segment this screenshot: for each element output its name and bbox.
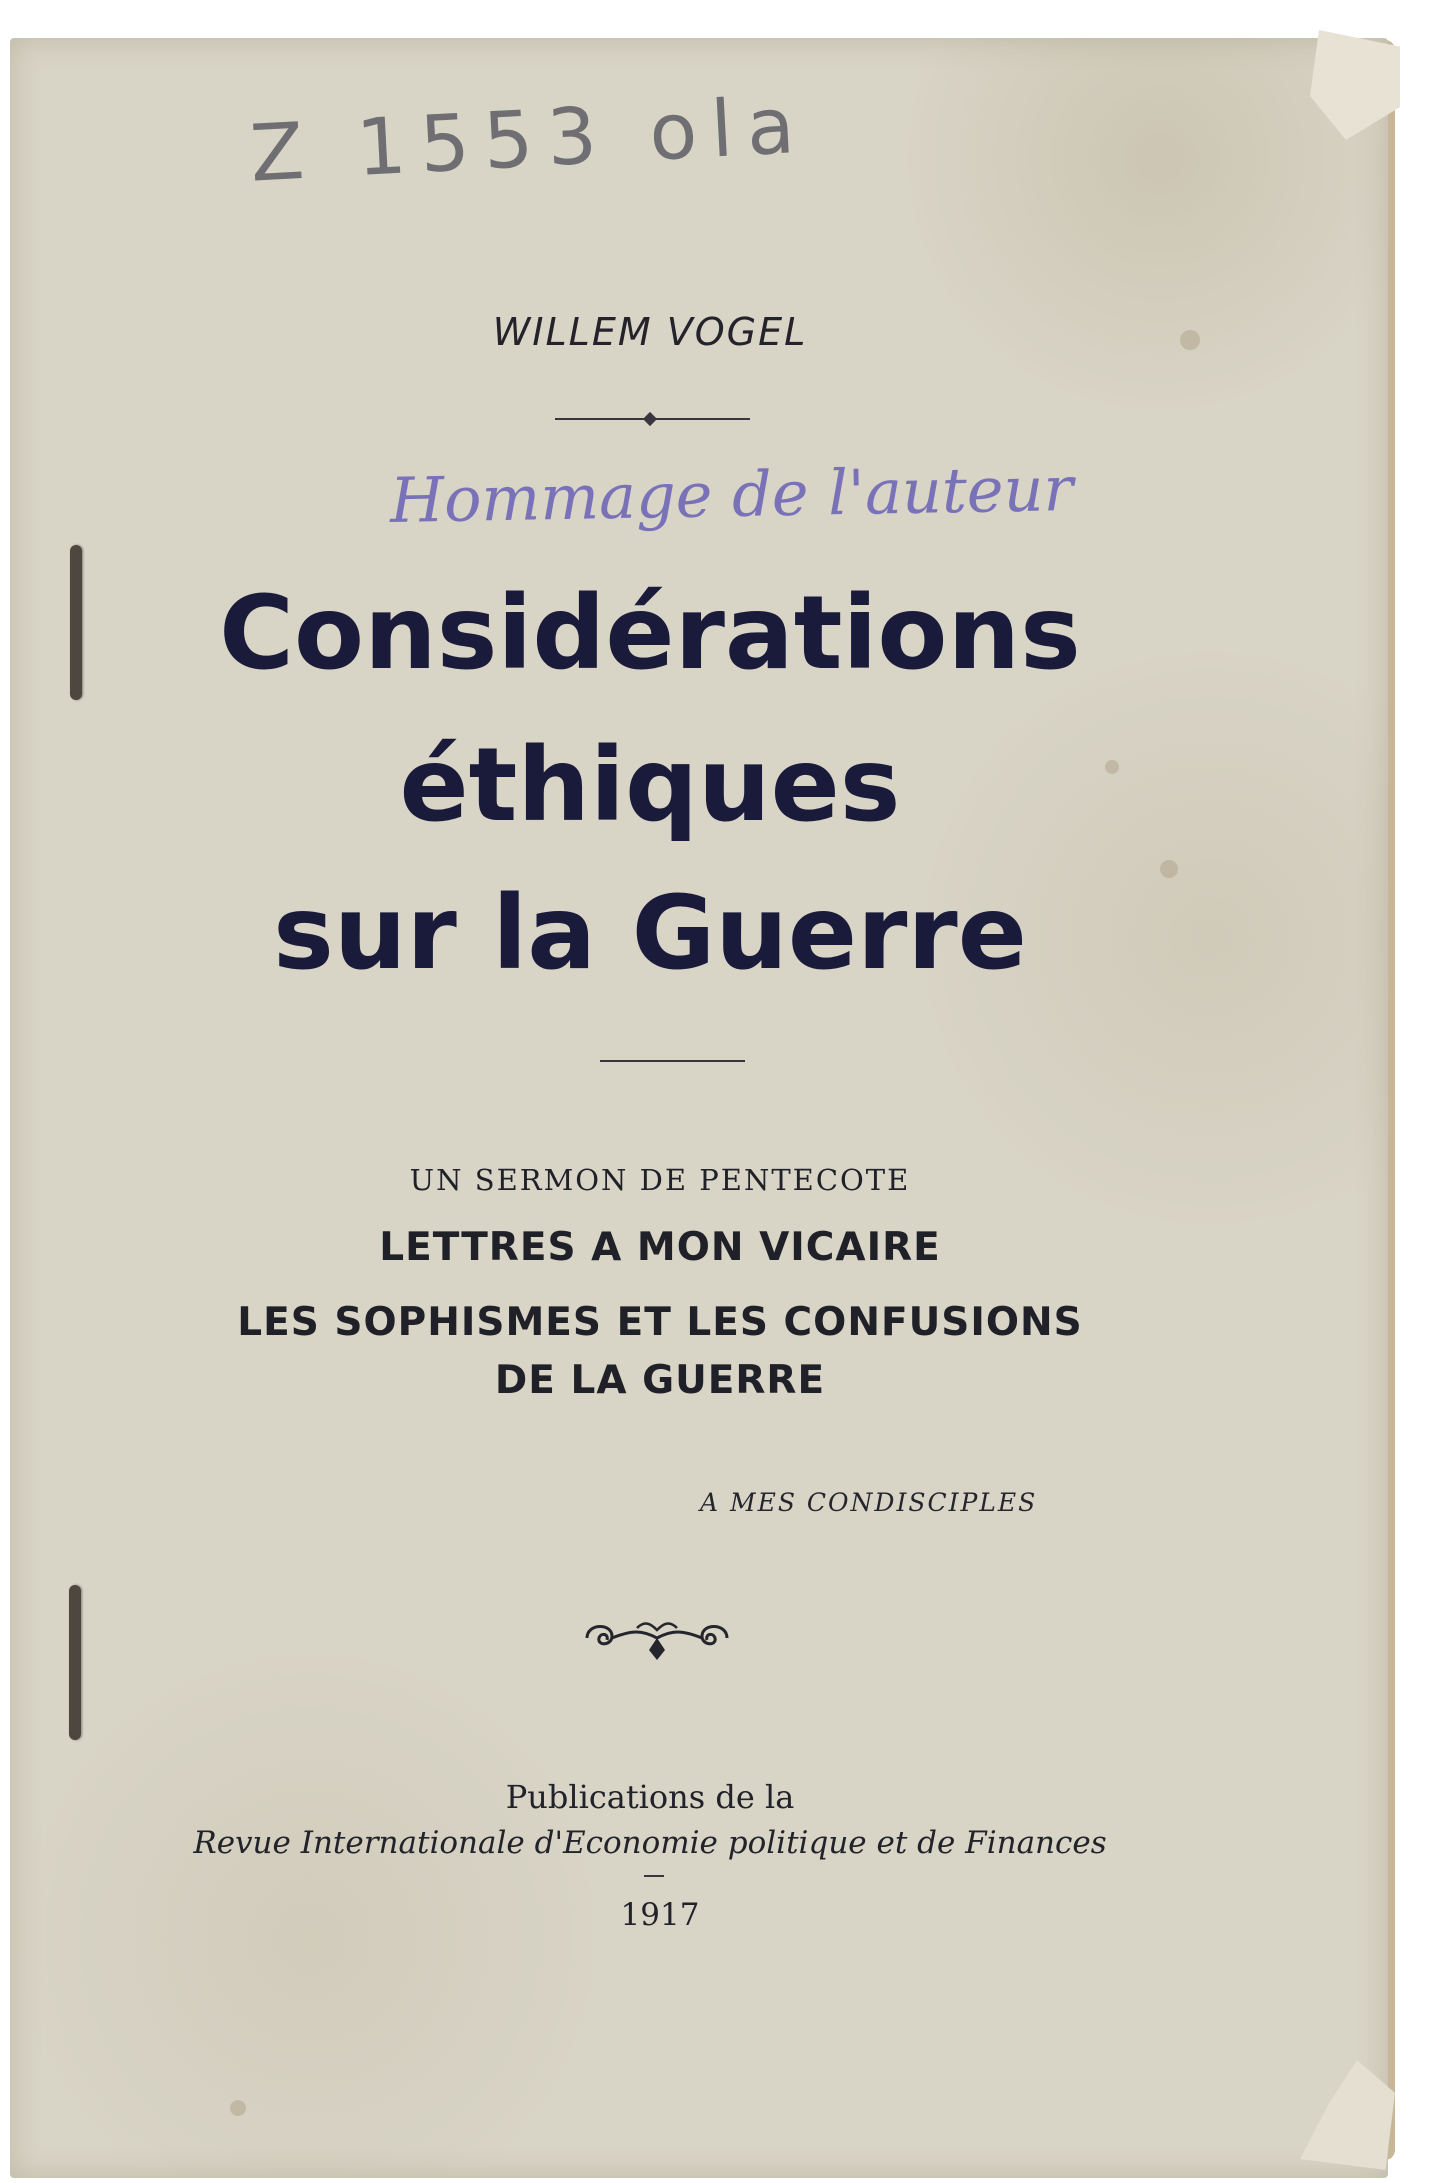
author-name: WILLEM VOGEL [492,310,808,354]
middle-divider [600,1060,745,1062]
title-line-3: sur la Guerre [273,874,1027,993]
title-line-2: éthiques [399,726,901,845]
staple-bottom [69,1585,81,1740]
publisher-dash [644,1875,664,1877]
dedication: A MES CONDISCIPLES [700,1488,1038,1517]
subtitle-lettres: LETTRES A MON VICAIRE [379,1225,941,1270]
foxing-spot [230,2100,246,2116]
subtitle-guerre: DE LA GUERRE [494,1358,826,1403]
publisher-line-2: Revue Internationale d'Economie politique et de Finances [193,1825,1107,1861]
flourish-ornament-icon [577,1608,737,1668]
title-line-1: Considérations [219,574,1081,693]
publication-year: 1917 [620,1897,700,1933]
subtitle-sophismes: LES SOPHISMES ET LES CONFUSIONS [237,1300,1083,1345]
foxing-spot [1160,860,1178,878]
subtitle-sermon: UN SERMON DE PENTECOTE [409,1163,911,1197]
handwritten-call-number: Z 1553 ola [248,80,811,200]
author-stamp: Hommage de l'auteur [389,452,1074,537]
publisher-line-1: Publications de la [505,1778,795,1816]
